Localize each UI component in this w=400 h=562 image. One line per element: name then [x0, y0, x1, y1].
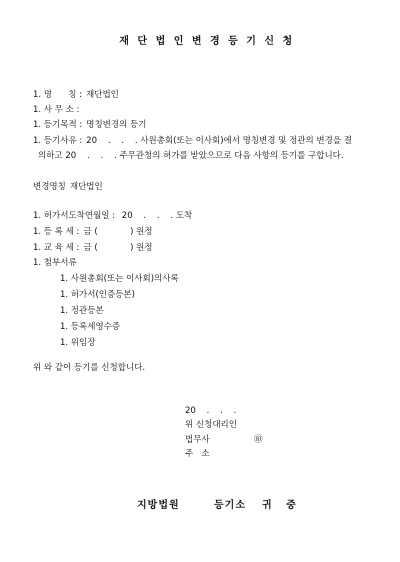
office-row	[33, 104, 79, 116]
permit-arrival-row	[33, 210, 192, 222]
addressee-court: 지방법원	[137, 500, 180, 511]
education-tax-row	[33, 242, 153, 254]
seal-mark: ㊞	[254, 435, 263, 445]
registration-tax-value: 금 ( ) 원정	[83, 227, 153, 237]
addressee-registry: 등기소	[214, 500, 246, 511]
permit-arrival-label: 1. 허가서도착연월일 :	[33, 211, 116, 221]
closing-statement: 위 와 같이 등기를 신청합니다.	[33, 363, 146, 373]
purpose-value: 명칭변경의 등기	[86, 120, 147, 130]
registration-tax-label: 1. 등 록 세 :	[33, 227, 80, 237]
office-label: 1. 사 무 소 :	[33, 105, 80, 115]
registration-tax-row	[33, 226, 153, 238]
reason-text-line2: 의하고 20 . . . 주무관청의 허가를 받았으므로 다음 사항의 등기를 구합니다.	[38, 151, 344, 161]
attachment-item: 1. 사원총회(또는 이사회)의사록	[60, 274, 179, 284]
name-row	[33, 89, 119, 101]
reason-row	[33, 135, 352, 147]
changed-name-label: 변경명칭	[33, 182, 66, 192]
permit-arrival-value: 20 . . . 도착	[119, 211, 193, 221]
changed-name-value: 재단법인	[69, 182, 103, 192]
signature-address-label: 주 소	[185, 449, 210, 459]
education-tax-label: 1. 교 육 세 :	[33, 243, 80, 253]
education-tax-value: 금 ( ) 원정	[83, 243, 153, 253]
reason-text-line1: 20 . . . 사원총회(또는 이사회)에서 명칭변경 및 정관의 변경을 결	[86, 136, 352, 146]
reason-label: 1. 등기사유 :	[33, 136, 83, 146]
name-value: 재단법인	[86, 90, 119, 100]
signature-date: 20 . . .	[185, 406, 237, 416]
attachment-item: 1. 위임장	[60, 338, 96, 348]
document-title: 재 단 법 인 변 경 등 기 신 청	[119, 36, 295, 47]
changed-name-row	[33, 181, 103, 193]
attachment-item: 1. 등록세영수증	[60, 322, 121, 332]
addressee-honorific: 귀 중	[262, 500, 297, 511]
purpose-row	[33, 119, 146, 131]
signature-agent: 위 신청대리인	[185, 420, 237, 430]
attachment-item: 1. 정관등본	[60, 306, 104, 316]
attachment-item: 1. 허가서(인증등본)	[60, 290, 135, 300]
attachments-label: 1. 첨부서류	[33, 258, 77, 268]
name-label: 1. 명 칭 :	[33, 90, 83, 100]
signature-title: 법무사	[185, 435, 210, 445]
purpose-label: 1. 등기목적 :	[33, 120, 83, 130]
